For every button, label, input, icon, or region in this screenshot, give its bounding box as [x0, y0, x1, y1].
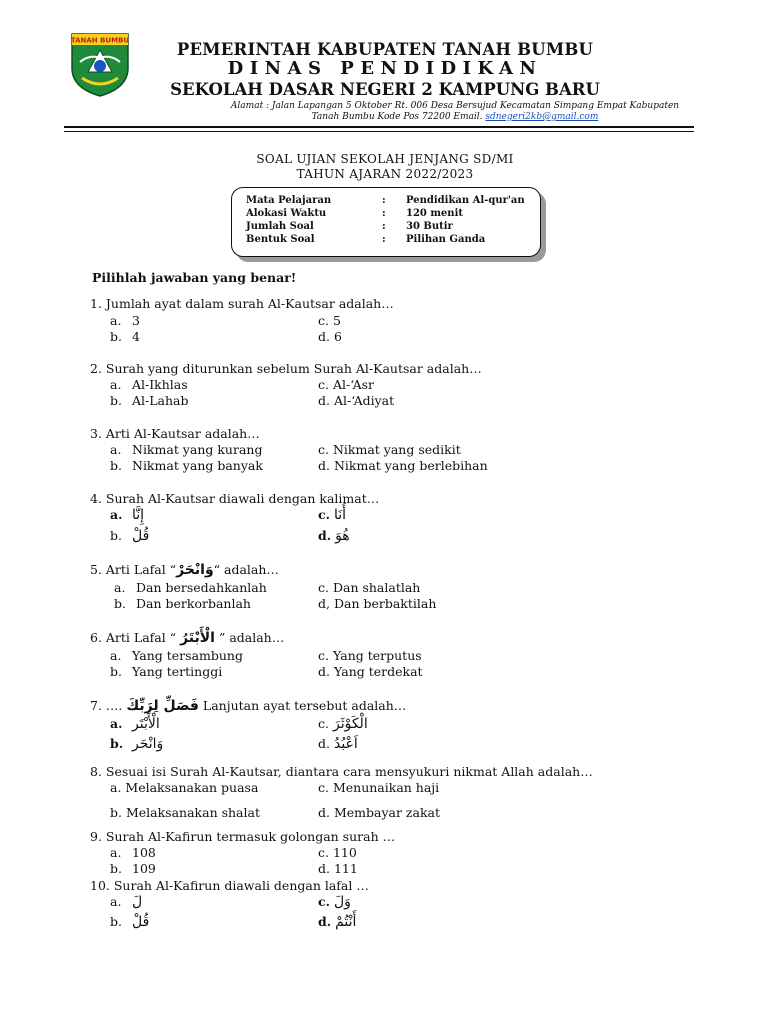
option-text: 5	[332, 313, 341, 328]
question-text: ” adalah…	[214, 630, 285, 645]
option-letter: c.	[318, 648, 329, 663]
option-text: Al-‘Asr	[332, 377, 374, 392]
option-c[interactable]: c. Menunaikan haji	[318, 780, 440, 795]
option-arabic: قُلْ	[132, 528, 150, 544]
option-b[interactable]	[110, 393, 189, 408]
option-a[interactable]	[110, 845, 156, 860]
option-a[interactable]	[110, 894, 142, 910]
option-letter: b.	[110, 664, 122, 679]
info-colon: :	[382, 208, 386, 219]
question-5	[90, 562, 279, 578]
option-a[interactable]	[110, 648, 243, 663]
question-8: 8. Sesuai isi Surah Al-Kautsar, diantara cara mensyukuri nikmat Allah adalah…	[90, 764, 593, 779]
option-letter: c.	[318, 716, 329, 731]
info-value: 30 Butir	[406, 221, 453, 232]
option-letter: b.	[110, 329, 122, 344]
option-letter: a.	[110, 442, 122, 457]
option-letter: c.	[318, 580, 329, 595]
option-c[interactable]	[318, 845, 357, 860]
option-text: 110	[332, 845, 357, 860]
option-letter: b.	[110, 528, 122, 543]
option-letter: c.	[318, 313, 329, 328]
question-text: 5. Arti Lafal “	[90, 562, 177, 577]
question-9: 9. Surah Al-Kafirun termasuk golongan surah …	[90, 829, 396, 844]
option-d[interactable]	[318, 528, 350, 544]
option-text: Yang terdekat	[333, 664, 423, 679]
option-text: Dan bersedahkanlah	[136, 580, 267, 595]
option-arabic: اَعْبُدُ	[333, 736, 358, 752]
option-letter: c.	[318, 894, 330, 909]
option-a[interactable]	[110, 507, 144, 523]
option-a[interactable]	[110, 313, 140, 328]
option-text: Nikmat yang sedikit	[332, 442, 461, 457]
option-arabic: لَ	[132, 894, 143, 910]
question-arabic: فَصَلِّ لِرَبِّكَ	[126, 698, 199, 714]
exam-title: SOAL UJIAN SEKOLAH JENJANG SD/MI	[256, 152, 514, 166]
option-b[interactable]	[110, 458, 263, 473]
option-c[interactable]	[318, 442, 461, 457]
option-text: Dan shalatlah	[332, 580, 421, 595]
email-link[interactable]: sdnegeri2kb@gmail.com	[485, 112, 599, 122]
option-a[interactable]	[114, 580, 267, 595]
option-d[interactable]	[318, 861, 358, 876]
option-letter: b.	[110, 736, 124, 751]
option-letter: b.	[110, 914, 122, 929]
option-letter: d.	[318, 861, 330, 876]
option-arabic: الْكَوْثَرَ	[332, 716, 368, 732]
exam-info-box	[231, 187, 541, 257]
option-letter: a.	[110, 845, 122, 860]
option-arabic: إِنَّا	[132, 507, 145, 523]
option-letter: a.	[110, 648, 122, 663]
address-line-2	[160, 112, 750, 122]
option-b[interactable]: b. Melaksanakan shalat	[110, 805, 260, 820]
option-text: Yang tertinggi	[132, 664, 223, 679]
option-letter: a.	[110, 377, 122, 392]
option-d[interactable]	[318, 329, 342, 344]
option-b[interactable]	[110, 664, 222, 679]
option-d[interactable]	[318, 736, 358, 752]
option-c[interactable]	[318, 648, 422, 663]
option-text: Nikmat yang banyak	[132, 458, 263, 473]
info-colon: :	[382, 234, 386, 245]
address-line-2-text: Tanah Bumbu Kode Pos 72200 Email.	[311, 112, 483, 122]
regency-logo	[70, 32, 130, 98]
option-letter: d.	[318, 458, 330, 473]
question-10: 10. Surah Al-Kafirun diawali dengan lafal …	[90, 878, 369, 893]
info-label: Jumlah Soal	[246, 221, 314, 232]
option-letter: d.	[318, 914, 332, 929]
option-d[interactable]	[318, 596, 436, 611]
option-a[interactable]	[110, 442, 262, 457]
info-value: Pilihan Ganda	[406, 234, 486, 245]
address-line-1: Alamat : Jalan Lapangan 5 Oktober Rt. 006 Desa Bersujud Kecamatan Simpang Empat Kabupaten	[230, 101, 680, 111]
option-letter: a.	[110, 716, 123, 731]
option-text: 111	[333, 861, 358, 876]
option-arabic: أَنَا	[333, 507, 347, 523]
option-b[interactable]	[110, 329, 140, 344]
option-text: Al-‘Adiyat	[333, 393, 395, 408]
option-text: Dan berbaktilah	[333, 596, 437, 611]
option-b[interactable]	[110, 528, 149, 544]
question-arabic: الْأَبْتَرُ	[180, 630, 215, 646]
option-c[interactable]	[318, 507, 346, 523]
option-text: 6	[333, 329, 342, 344]
option-d[interactable]	[318, 914, 356, 930]
question-arabic: وَانْحَرْ	[176, 562, 214, 578]
option-arabic: وَانْحَر	[132, 736, 164, 752]
info-label: Mata Pelajaran	[246, 195, 332, 206]
header-divider-thin	[64, 131, 694, 132]
option-text: Al-Lahab	[132, 393, 189, 408]
option-text: 4	[132, 329, 140, 344]
question-text: Lanjutan ayat tersebut adalah…	[198, 698, 407, 713]
info-label: Bentuk Soal	[246, 234, 315, 245]
option-c[interactable]	[318, 580, 420, 595]
option-letter: b.	[110, 458, 122, 473]
question-text: “ adalah…	[213, 562, 279, 577]
option-d[interactable]	[318, 664, 423, 679]
academic-year: TAHUN AJARAN 2022/2023	[296, 167, 474, 181]
option-letter: b.	[110, 393, 122, 408]
school-name: SEKOLAH DASAR NEGERI 2 KAMPUNG BARU	[170, 80, 600, 99]
option-d[interactable]	[318, 458, 488, 473]
option-letter: d.	[318, 393, 330, 408]
option-text: Al-Ikhlas	[132, 377, 188, 392]
header-divider-thick	[64, 126, 694, 128]
government-name: PEMERINTAH KABUPATEN TANAH BUMBU	[176, 40, 594, 59]
option-arabic: الْأَبْتَر	[132, 716, 160, 732]
option-letter: c.	[318, 845, 329, 860]
option-c[interactable]	[318, 313, 341, 328]
option-arabic: أَنْتُمْ	[335, 914, 357, 930]
info-colon: :	[382, 221, 386, 232]
instruction: Pilihlah jawaban yang benar!	[92, 270, 297, 285]
option-letter: d,	[318, 596, 330, 611]
info-colon: :	[382, 195, 386, 206]
option-letter: d.	[318, 329, 330, 344]
option-letter: a.	[110, 507, 123, 522]
info-value: Pendidikan Al-qur'an	[406, 195, 525, 206]
option-b[interactable]	[110, 861, 156, 876]
option-letter: c.	[318, 507, 330, 522]
option-letter: b.	[110, 861, 122, 876]
option-letter: d.	[318, 664, 330, 679]
option-letter: a.	[114, 580, 126, 595]
option-text: Nikmat yang kurang	[132, 442, 263, 457]
question-6	[90, 630, 284, 646]
option-c[interactable]	[318, 894, 351, 910]
option-text: Yang terputus	[332, 648, 422, 663]
question-3: 3. Arti Al-Kautsar adalah…	[90, 426, 260, 441]
option-letter: a.	[110, 894, 122, 909]
question-2: 2. Surah yang diturunkan sebelum Surah Al-Kautsar adalah…	[90, 361, 482, 376]
option-a[interactable]	[110, 716, 160, 732]
option-c[interactable]	[318, 716, 368, 732]
option-d[interactable]	[318, 393, 394, 408]
question-text: 6. Arti Lafal “	[90, 630, 181, 645]
option-d[interactable]: d. Membayar zakat	[318, 805, 441, 820]
option-letter: d.	[318, 736, 330, 751]
option-text: Yang tersambung	[132, 648, 243, 663]
info-label: Alokasi Waktu	[246, 208, 327, 219]
department-name: DINAS PENDIDIKAN	[227, 58, 543, 79]
option-a[interactable]: a. Melaksanakan puasa	[110, 780, 259, 795]
question-text: 7. ….	[90, 698, 123, 713]
question-1: 1. Jumlah ayat dalam surah Al-Kautsar adalah…	[90, 296, 394, 311]
option-text: 3	[132, 313, 140, 328]
option-text: Nikmat yang berlebihan	[333, 458, 488, 473]
option-c[interactable]	[318, 377, 374, 392]
logo-text: TANAH BUMBU	[70, 36, 130, 45]
option-letter: a.	[110, 313, 122, 328]
info-value: 120 menit	[406, 208, 463, 219]
option-arabic: وَلَ	[333, 894, 351, 910]
option-text: 109	[132, 861, 156, 876]
option-letter: d.	[318, 528, 332, 543]
option-text: 108	[132, 845, 156, 860]
question-4: 4. Surah Al-Kautsar diawali dengan kalimat…	[90, 491, 380, 506]
option-b[interactable]	[114, 596, 251, 611]
option-arabic: هُوَ	[335, 528, 350, 544]
option-b[interactable]	[110, 736, 163, 752]
question-7	[90, 698, 406, 714]
option-letter: b.	[114, 596, 126, 611]
option-letter: c.	[318, 442, 329, 457]
option-text: Dan berkorbanlah	[136, 596, 251, 611]
option-a[interactable]	[110, 377, 188, 392]
option-b[interactable]	[110, 914, 149, 930]
option-arabic: قُلْ	[132, 914, 150, 930]
option-letter: c.	[318, 377, 329, 392]
